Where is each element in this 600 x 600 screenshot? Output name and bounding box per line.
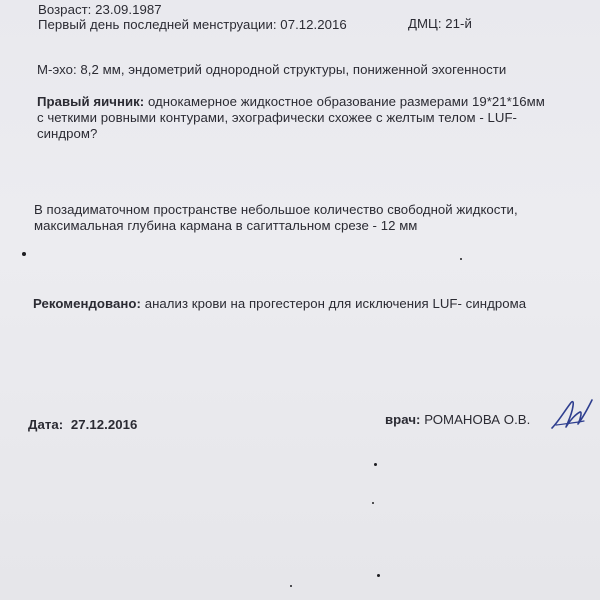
ink-speck [460, 258, 462, 260]
ink-speck [290, 585, 292, 587]
doctor-label: врач: [385, 412, 421, 427]
right-ovary-label: Правый яичник: [37, 94, 145, 109]
recommendation-label: Рекомендовано: [33, 296, 141, 311]
recommendation-line [33, 296, 526, 312]
cycle-day: ДМЦ: 21-й [408, 16, 472, 31]
doctor [385, 412, 530, 428]
date-label: Дата: [28, 417, 64, 432]
last-menstruation-date: Первый день последней менструации: 07.12.2016 [38, 17, 347, 32]
doctor-signature [548, 394, 594, 434]
free-fluid-line-2: максимальная глубина кармана в сагиттальном срезе - 12 мм [34, 218, 418, 233]
ink-speck [377, 574, 380, 577]
right-ovary-line-2: с четкими ровными контурами, эхографически схожее с желтым телом - LUF- [37, 110, 517, 125]
recommendation-text: анализ крови на прогестерон для исключения LUF- синдрома [144, 296, 527, 311]
ink-speck [22, 252, 26, 256]
date-value: 27.12.2016 [70, 417, 138, 432]
right-ovary-text-1: однокамерное жидкостное образование размерами 19*21*16мм [147, 94, 545, 109]
right-ovary-line-1 [37, 94, 545, 110]
free-fluid-line-1: В позадиматочном пространстве небольшое количество свободной жидкости, [34, 202, 518, 217]
patient-age: Возраст: 23.09.1987 [38, 2, 162, 17]
ink-speck [374, 463, 377, 466]
doctor-name: РОМАНОВА О.В. [424, 412, 531, 427]
ink-speck [372, 502, 374, 504]
m-echo-finding: М-эхо: 8,2 мм, эндометрий однородной структуры, пониженной эхогенности [37, 62, 507, 77]
report-date [28, 417, 137, 433]
right-ovary-line-3: синдром? [37, 126, 98, 141]
